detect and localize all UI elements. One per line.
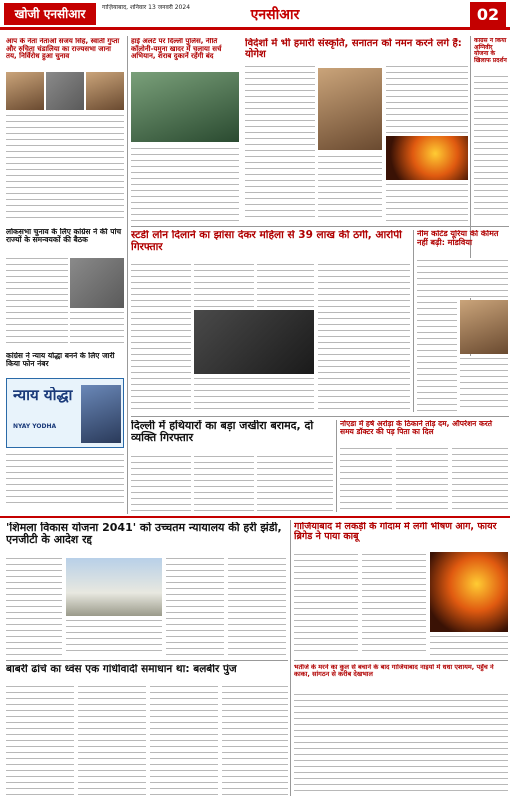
videsh-body-1 bbox=[245, 64, 315, 222]
babri-body-4 bbox=[222, 684, 288, 796]
photo-aap-1 bbox=[6, 72, 44, 110]
noida-headline: नोएडा में हर्ष अरोड़ा के ठिकाने तोड़ दम, ऑपरेशन करते समय डॉक्टर की पड़ पिता का दिल bbox=[340, 420, 493, 437]
study-loan-body-1 bbox=[131, 262, 191, 412]
fire-body-1 bbox=[294, 552, 358, 656]
lok-sabha-body-2 bbox=[70, 310, 124, 346]
photo-yogesh bbox=[318, 68, 382, 150]
fire-body-3 bbox=[430, 634, 508, 656]
shimla-body-4 bbox=[228, 556, 286, 656]
delhi-arms-body-3 bbox=[257, 454, 333, 512]
neem-body-2 bbox=[417, 300, 457, 412]
photo-supreme-court bbox=[66, 558, 162, 616]
noida-body-3 bbox=[452, 446, 508, 512]
neem-body-1 bbox=[417, 258, 508, 298]
photo-aap-3 bbox=[86, 72, 124, 110]
ghaziabad-fire-headline: गाजियाबाद में लकड़ी के गोदाम में लगी भीषण आग, फायर ब्रिगेड ने पाया काबू bbox=[294, 522, 497, 543]
study-loan-headline: स्टडी लोन दिलाने का झांसा देकर महिला से 39 लाख की ठगी, आरोपी गिरफ्तार bbox=[131, 230, 402, 253]
page-header bbox=[0, 0, 510, 30]
fire-body-2 bbox=[362, 552, 426, 656]
delhi-alert-headline: हाई अलर्ट पर दिल्ली पुलिस, नीति कॉलोनी-यमुना खादर में चलाया सर्च अभियान, शराब दुकानें रहेंगी बंद bbox=[131, 38, 222, 61]
photo-cyber-fraud bbox=[194, 310, 314, 374]
photo-delhi-police bbox=[131, 72, 239, 142]
nyay-yodha-ad bbox=[6, 378, 124, 448]
congress-nyay-body bbox=[6, 452, 124, 508]
section-divider bbox=[0, 516, 510, 518]
lok-sabha-headline: लोकसभा चुनाव के लिए कांग्रेस ने की पांच राज्यों के समन्वयकों की बैठक bbox=[6, 228, 122, 245]
section-title: एनसीआर bbox=[250, 7, 300, 23]
delhi-arms-body-1 bbox=[131, 454, 191, 512]
videsh-headline: विदेशों में भी हमारी संस्कृति, सनातन को नमन करने लगे हैं: योगेश bbox=[245, 38, 462, 60]
column-divider-4 bbox=[336, 420, 337, 512]
congress-agniveer-body bbox=[474, 74, 508, 218]
aap-headline: आप के नेता नेताओं संजय सिंह, स्वाती गुप्ता और रुचिता चंडालिया का राज्यसभा जाना तय, निर्विरोध हुआ चुनाव bbox=[6, 38, 120, 61]
congress-nyay-headline: कांग्रेस ने न्याय योद्धा बनने के लिए जारी किया फोन नंबर bbox=[6, 352, 115, 369]
congress-agniveer-headline: कांग्रेस ने किया अग्निवीर योजना के खिलाफ प्रदर्शन bbox=[474, 38, 507, 64]
bhatije-body bbox=[294, 692, 508, 796]
column-divider-5 bbox=[290, 520, 291, 796]
lok-sabha-body bbox=[6, 256, 68, 346]
study-loan-body-5 bbox=[318, 262, 410, 412]
row-divider-1 bbox=[131, 226, 509, 227]
study-loan-body-4 bbox=[194, 376, 314, 412]
column-divider-1 bbox=[127, 36, 128, 514]
shimla-body-3 bbox=[166, 556, 224, 656]
row-divider-4 bbox=[294, 660, 508, 661]
masthead-logo: खोजी एनसीआर bbox=[4, 3, 96, 25]
ad-subtitle: NYAY YODHA bbox=[13, 423, 57, 430]
photo-mandaviya bbox=[460, 300, 508, 354]
noida-body-2 bbox=[396, 446, 448, 512]
videsh-body-2 bbox=[318, 154, 382, 222]
noida-body-1 bbox=[340, 446, 392, 512]
photo-leader bbox=[70, 258, 124, 308]
row-divider-2 bbox=[131, 416, 509, 417]
study-loan-body-3 bbox=[257, 262, 314, 308]
photo-aap-2 bbox=[46, 72, 84, 110]
videsh-body-4 bbox=[386, 182, 468, 222]
row-divider-3 bbox=[6, 660, 288, 661]
delhi-arms-body-2 bbox=[194, 454, 254, 512]
ad-photo bbox=[81, 385, 121, 443]
babri-headline: बाबरी ढांचे का ध्वंस एक गांधीवादी समाधान था: बलबीर पुंज bbox=[6, 664, 237, 675]
column-divider-3 bbox=[413, 230, 414, 412]
babri-body-2 bbox=[78, 684, 146, 796]
ad-title: न्याय योद्धा bbox=[13, 387, 73, 403]
shimla-body-2 bbox=[66, 618, 162, 656]
neem-body-3 bbox=[460, 356, 508, 412]
study-loan-body-2 bbox=[194, 262, 254, 308]
delhi-alert-body bbox=[131, 146, 239, 222]
babri-body-1 bbox=[6, 684, 74, 796]
babri-body-3 bbox=[150, 684, 218, 796]
videsh-body-3 bbox=[386, 64, 468, 134]
photo-fire bbox=[430, 552, 508, 632]
neem-headline: नीम कोटेड यूरिया की कीमत नहीं बढ़ी: मांडविया bbox=[417, 230, 499, 247]
shimla-headline: 'शिमला विकास योजना 2041' को उच्चतम न्यायालय की हरी झंडी, एनजीटी के आदेश रद्द bbox=[6, 522, 282, 547]
aap-story-body bbox=[6, 113, 124, 223]
page-number: 02 bbox=[470, 2, 506, 27]
dateline: गाज़ियाबाद, शनिवार 13 जनवरी 2024 bbox=[102, 4, 191, 11]
shimla-body-1 bbox=[6, 556, 62, 656]
delhi-arms-headline: दिल्ली में हथियारों का बड़ा जखीरा बरामद, दो व्यक्ति गिरफ्तार bbox=[131, 420, 314, 445]
photo-ceremony bbox=[386, 136, 468, 180]
bhatije-headline: भतीजे के मरने का कुल से बचाने के बाद गाजियाबाद नाइयों में धधा एशायम, पहुँच ने काका, सांगठन से करीब देखभाल bbox=[294, 664, 494, 679]
